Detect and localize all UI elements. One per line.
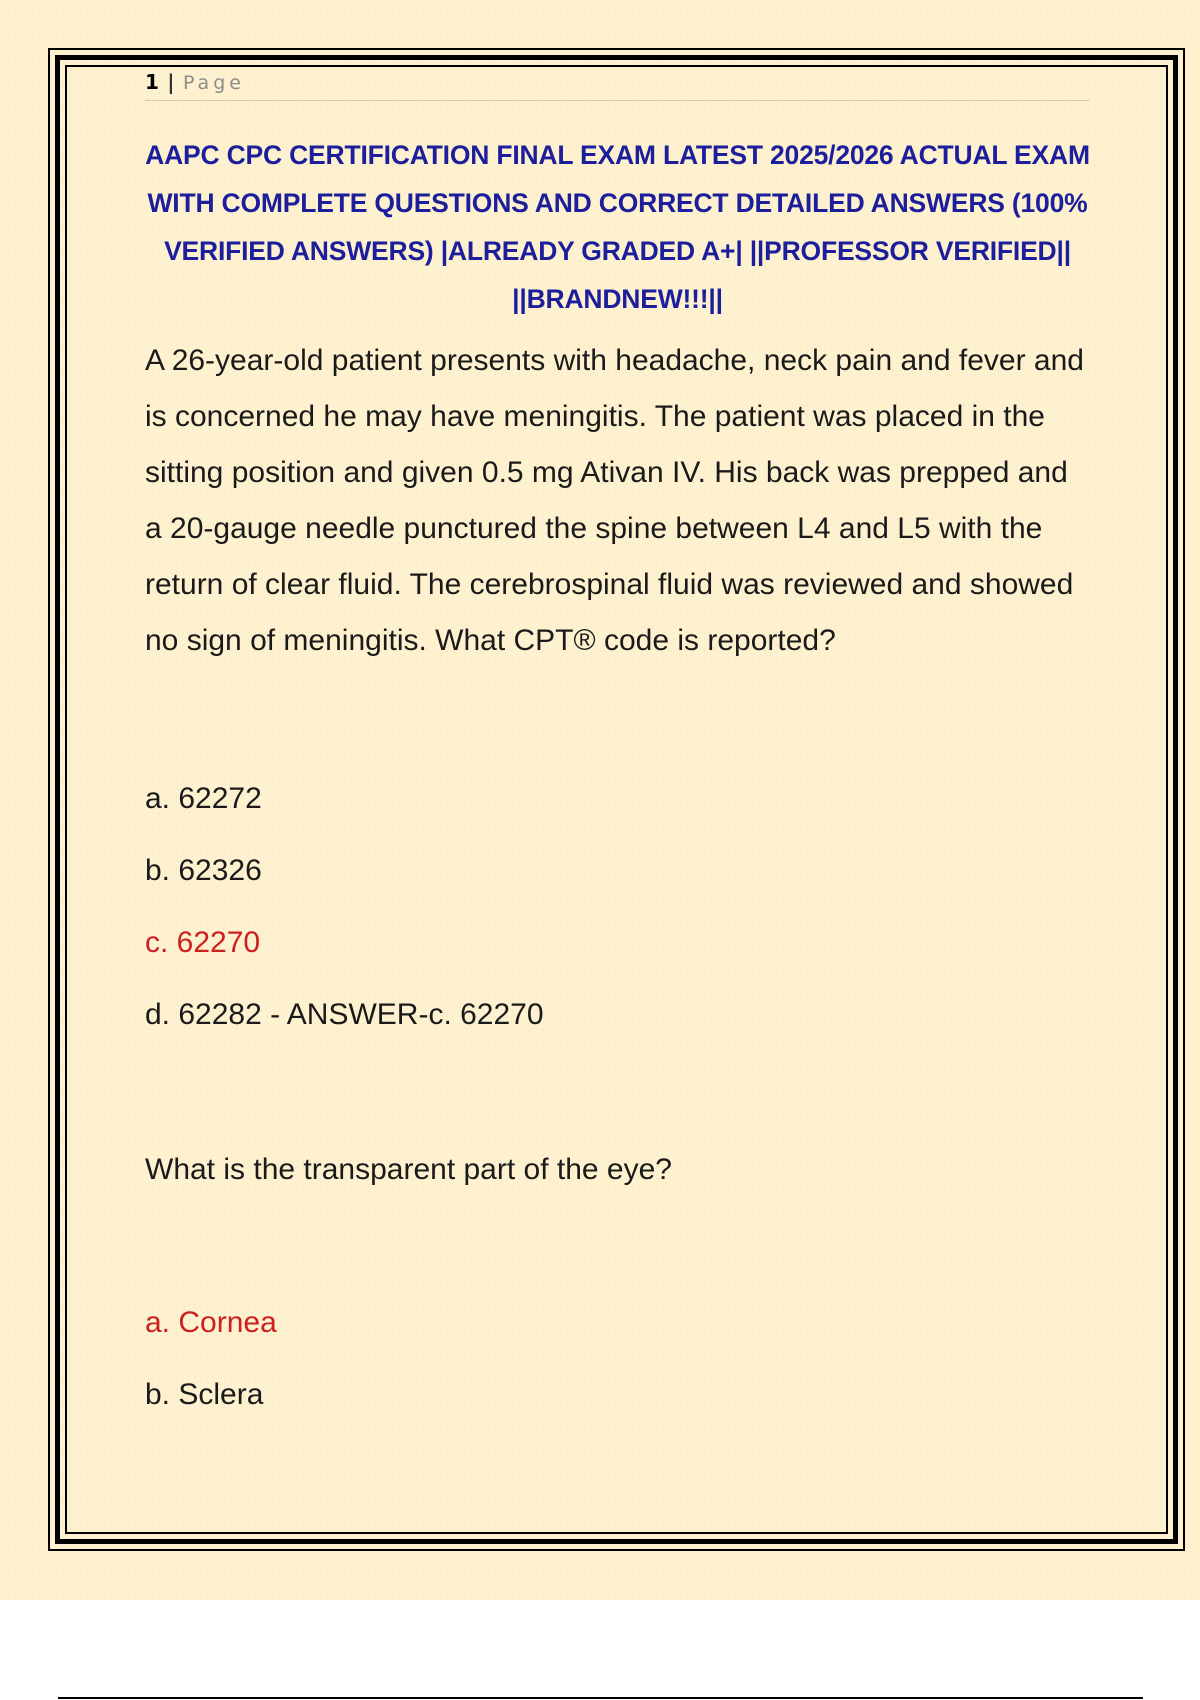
page-content xyxy=(145,70,1090,1447)
option-d-with-answer: d. 62282 - ANSWER-c. 62270 xyxy=(145,998,544,1031)
question-1-options xyxy=(145,779,1090,1067)
page-separator: | xyxy=(167,70,176,94)
question-2-options xyxy=(145,1303,1090,1447)
question-1-text: A 26-year-old patient presents with headache, neck pain and fever and is concerned he may have meningitis. The patient was placed in the sitting position and given 0.5 mg Ativan IV. His back was prepped and a 20-gauge needle punctured the spine between L4 and L5 with the return of clear fluid. The cerebrospinal fluid was reviewed and showed no sign of meningitis. What CPT® code is reported? xyxy=(145,344,1084,657)
page-header xyxy=(145,70,1090,101)
option-b: b. Sclera xyxy=(145,1378,264,1411)
page-word: Page xyxy=(182,72,245,94)
page-number: 1 xyxy=(145,70,160,94)
option-a: a. 62272 xyxy=(145,782,262,815)
option-a-correct: a. Cornea xyxy=(145,1306,277,1339)
bottom-divider xyxy=(58,1697,1143,1699)
document-title: AAPC CPC CERTIFICATION FINAL EXAM LATEST 2025/2026 ACTUAL EXAM WITH COMPLETE QUESTIONS AND CORRECT DETAILED ANSWERS (100% VERIFIED ANSWERS) |ALREADY GRADED A+| ||PROFESSOR VERIFIED|| ||BRANDNEW!!!|| xyxy=(145,140,1090,314)
question-2-text: What is the transparent part of the eye? xyxy=(145,1153,672,1186)
option-c-correct: c. 62270 xyxy=(145,926,261,959)
option-b: b. 62326 xyxy=(145,854,262,887)
